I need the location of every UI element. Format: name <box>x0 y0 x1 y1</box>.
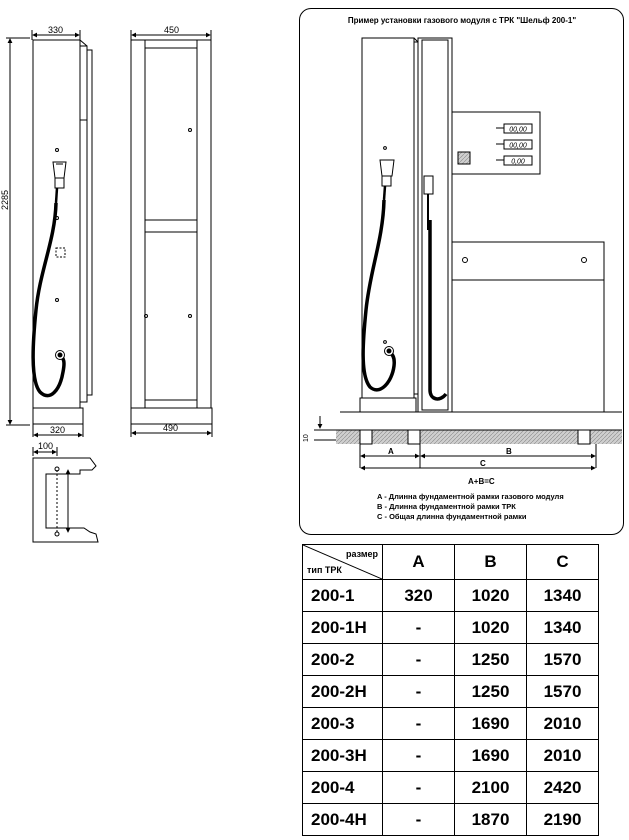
row-type: 200-4 <box>303 772 383 804</box>
row-type: 200-2H <box>303 676 383 708</box>
row-b: 1870 <box>455 804 527 836</box>
header-size-label: размер <box>345 549 378 559</box>
dim-a: A <box>388 447 394 456</box>
front-view <box>131 30 212 437</box>
dim-c: C <box>480 459 486 468</box>
row-c: 2010 <box>527 740 599 772</box>
front-base-dim: 490 <box>163 423 179 433</box>
header-type-label: тип ТРК <box>307 565 342 575</box>
height-mark: 10 <box>303 434 310 442</box>
dimension-legend <box>377 492 564 522</box>
column-b-header: B <box>455 545 527 580</box>
header-corner-cell <box>303 545 383 580</box>
column-a-header: A <box>383 545 455 580</box>
row-a: - <box>383 740 455 772</box>
legend-b: B - Длинна фундаментной рамки ТРК <box>377 502 516 511</box>
dim-b: B <box>506 447 512 456</box>
row-c: 2190 <box>527 804 599 836</box>
row-a: - <box>383 612 455 644</box>
installation-drawing <box>300 30 623 500</box>
side-height-dim: 2285 <box>0 189 10 210</box>
base-offset-dim: 100 <box>38 441 54 451</box>
installation-title: Пример установки газового модуля с ТРК "Шельф 200-1" <box>347 16 577 25</box>
table-row <box>303 708 599 740</box>
table-row <box>303 804 599 836</box>
display-amount: 00,00 <box>509 126 527 134</box>
table-header <box>303 545 599 580</box>
row-type: 200-2 <box>303 644 383 676</box>
row-c: 2010 <box>527 708 599 740</box>
side-top-dim: 330 <box>48 25 64 35</box>
side-view <box>6 30 92 437</box>
row-c: 1570 <box>527 644 599 676</box>
dispenser-displays <box>496 124 532 166</box>
display-price: 0,00 <box>511 158 525 166</box>
column-c-header: C <box>527 545 599 580</box>
row-b: 1690 <box>455 708 527 740</box>
technical-drawings <box>0 0 295 560</box>
row-b: 1250 <box>455 676 527 708</box>
row-a: 320 <box>383 580 455 612</box>
row-type: 200-1 <box>303 580 383 612</box>
display-volume: 00,00 <box>509 142 527 150</box>
row-c: 1570 <box>527 676 599 708</box>
table-row <box>303 644 599 676</box>
sum-label: A+B=C <box>468 477 495 486</box>
row-b: 1690 <box>455 740 527 772</box>
row-c: 2420 <box>527 772 599 804</box>
row-type: 200-3H <box>303 740 383 772</box>
front-top-dim: 450 <box>164 25 180 35</box>
table-row <box>303 676 599 708</box>
row-b: 2100 <box>455 772 527 804</box>
row-type: 200-3 <box>303 708 383 740</box>
table-row <box>303 580 599 612</box>
row-a: - <box>383 676 455 708</box>
table-row <box>303 740 599 772</box>
base-profile-detail <box>33 447 98 542</box>
row-a: - <box>383 644 455 676</box>
row-b: 1020 <box>455 580 527 612</box>
legend-c: C - Общая длинна фундаментной рамки <box>377 512 527 521</box>
row-a: - <box>383 772 455 804</box>
row-b: 1020 <box>455 612 527 644</box>
dimensions-table <box>302 544 599 836</box>
row-c: 1340 <box>527 612 599 644</box>
table-row <box>303 612 599 644</box>
row-type: 200-4H <box>303 804 383 836</box>
row-b: 1250 <box>455 644 527 676</box>
row-type: 200-1H <box>303 612 383 644</box>
legend-a: A - Длинна фундаментной рамки газового модуля <box>377 492 564 501</box>
side-base-dim: 320 <box>50 425 66 435</box>
table-row <box>303 772 599 804</box>
row-c: 1340 <box>527 580 599 612</box>
row-a: - <box>383 804 455 836</box>
row-a: - <box>383 708 455 740</box>
